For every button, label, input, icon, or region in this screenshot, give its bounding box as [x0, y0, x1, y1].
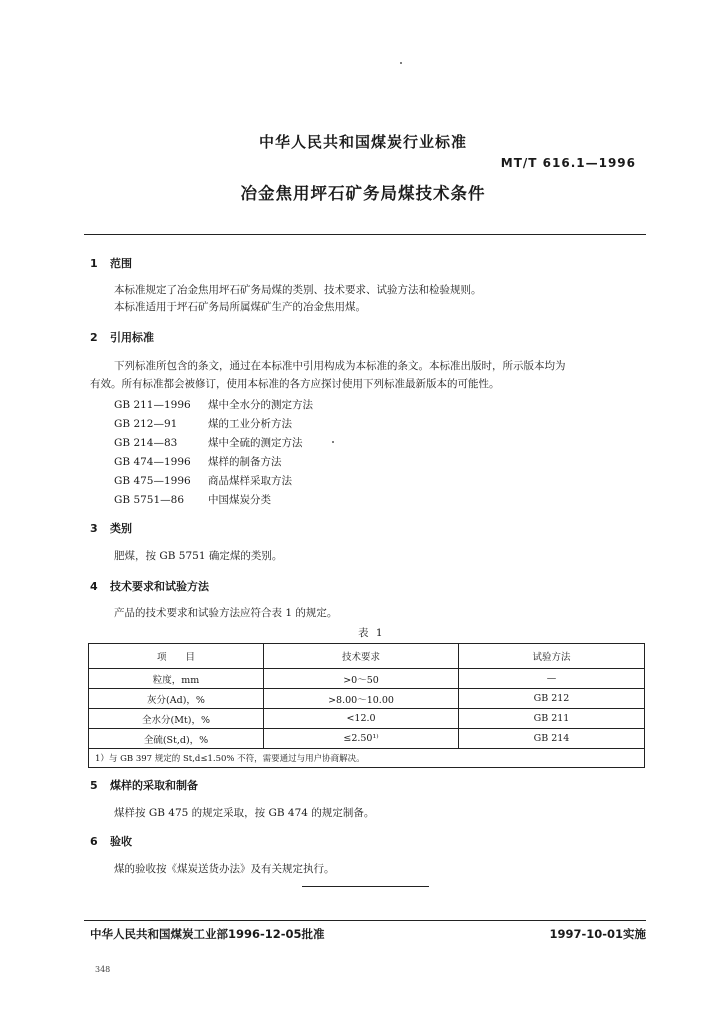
table-cell: — — [459, 669, 645, 689]
implementation-date: 1997-10-01实施 — [549, 927, 646, 941]
table-row — [89, 729, 645, 749]
table-header-cell: 试验方法 — [459, 644, 645, 669]
reference-code: GB 475—1996 — [114, 475, 191, 487]
requirements-table — [88, 643, 645, 768]
paragraph: 有效。所有标准都会被修订，使用本标准的各方应探讨使用下列标准最新版本的可能性。 — [90, 378, 500, 390]
header-divider — [84, 234, 646, 235]
table-caption: 表 1 — [358, 627, 385, 639]
section-title: 引用标准 — [110, 331, 154, 344]
table-header-cell: 项 目 — [89, 644, 264, 669]
approval-line: 中华人民共和国煤炭工业部1996-12-05批准 — [90, 927, 325, 941]
section-heading-scope — [90, 255, 132, 271]
table-cell: 灰分(Ad)，% — [89, 689, 264, 709]
reference-item — [114, 397, 313, 412]
table-cell: 粒度，mm — [89, 669, 264, 689]
table-note-row — [89, 749, 645, 768]
scan-speck — [400, 62, 402, 64]
table-cell: GB 211 — [459, 709, 645, 729]
reference-code: GB 474—1996 — [114, 456, 191, 468]
section-heading-category — [90, 520, 132, 536]
table-cell: GB 212 — [459, 689, 645, 709]
scan-speck — [332, 441, 334, 443]
reference-code: GB 211—1996 — [114, 399, 191, 411]
reference-code: GB 5751—86 — [114, 494, 185, 506]
section-number: 6 — [90, 835, 98, 848]
page-number: 348 — [95, 965, 111, 974]
section-number: 1 — [90, 257, 98, 270]
section-number: 4 — [90, 580, 98, 593]
section-heading-sampling — [90, 777, 198, 793]
end-divider — [302, 886, 429, 887]
reference-title: 煤样的制备方法 — [208, 456, 282, 468]
standard-code: MT/T 616.1—1996 — [500, 156, 636, 170]
section-number: 5 — [90, 779, 98, 792]
table-cell: GB 214 — [459, 729, 645, 749]
reference-code: GB 214—83 — [114, 437, 178, 449]
reference-title: 商品煤样采取方法 — [208, 475, 292, 487]
table-row — [89, 669, 645, 689]
section-title: 技术要求和试验方法 — [110, 580, 209, 593]
table-header-cell: 技术要求 — [264, 644, 459, 669]
reference-title: 中国煤炭分类 — [208, 494, 271, 506]
section-heading-references — [90, 329, 154, 345]
section-number: 2 — [90, 331, 98, 344]
table-cell: ≤2.50¹⁾ — [264, 729, 459, 749]
table-cell: >8.00～10.00 — [264, 689, 459, 709]
table-cell: <12.0 — [264, 709, 459, 729]
reference-item — [114, 473, 292, 488]
section-title: 验收 — [110, 835, 132, 848]
reference-item — [114, 492, 271, 507]
standard-title: 中华人民共和国煤炭行业标准 — [258, 133, 467, 151]
reference-item — [114, 454, 282, 469]
reference-title: 煤中全硫的测定方法 — [208, 437, 303, 449]
table-cell: 全水分(Mt)，% — [89, 709, 264, 729]
table-row — [89, 709, 645, 729]
document-title: 冶金焦用坪石矿务局煤技术条件 — [240, 184, 486, 203]
paragraph: 本标准适用于坪石矿务局所属煤矿生产的冶金焦用煤。 — [114, 301, 366, 313]
paragraph: 煤样按 GB 475 的规定采取，按 GB 474 的规定制备。 — [114, 807, 375, 819]
table-header-row — [89, 644, 645, 669]
section-title: 煤样的采取和制备 — [110, 779, 198, 792]
paragraph: 下列标准所包含的条文，通过在本标准中引用构成为本标准的条文。本标准出版时，所示版本均为 — [114, 360, 566, 372]
reference-item — [114, 435, 303, 450]
footer-divider — [84, 920, 646, 921]
section-title: 类别 — [110, 522, 132, 535]
section-title: 范围 — [110, 257, 132, 270]
section-heading-requirements — [90, 578, 209, 594]
table-row — [89, 689, 645, 709]
section-number: 3 — [90, 522, 98, 535]
reference-title: 煤中全水分的测定方法 — [208, 399, 313, 411]
table-footnote: 1）与 GB 397 规定的 St,d≤1.50% 不符，需要通过与用户协商解决。 — [89, 749, 645, 768]
paragraph: 煤的验收按《煤炭送货办法》及有关规定执行。 — [114, 863, 335, 875]
reference-title: 煤的工业分析方法 — [208, 418, 292, 430]
paragraph: 本标准规定了冶金焦用坪石矿务局煤的类别、技术要求、试验方法和检验规则。 — [114, 284, 482, 296]
paragraph: 肥煤，按 GB 5751 确定煤的类别。 — [114, 550, 283, 562]
reference-code: GB 212—91 — [114, 418, 178, 430]
table-cell: 全硫(St,d)，% — [89, 729, 264, 749]
section-heading-acceptance — [90, 833, 132, 849]
paragraph: 产品的技术要求和试验方法应符合表 1 的规定。 — [114, 607, 338, 619]
table-cell: >0～50 — [264, 669, 459, 689]
reference-item — [114, 416, 292, 431]
